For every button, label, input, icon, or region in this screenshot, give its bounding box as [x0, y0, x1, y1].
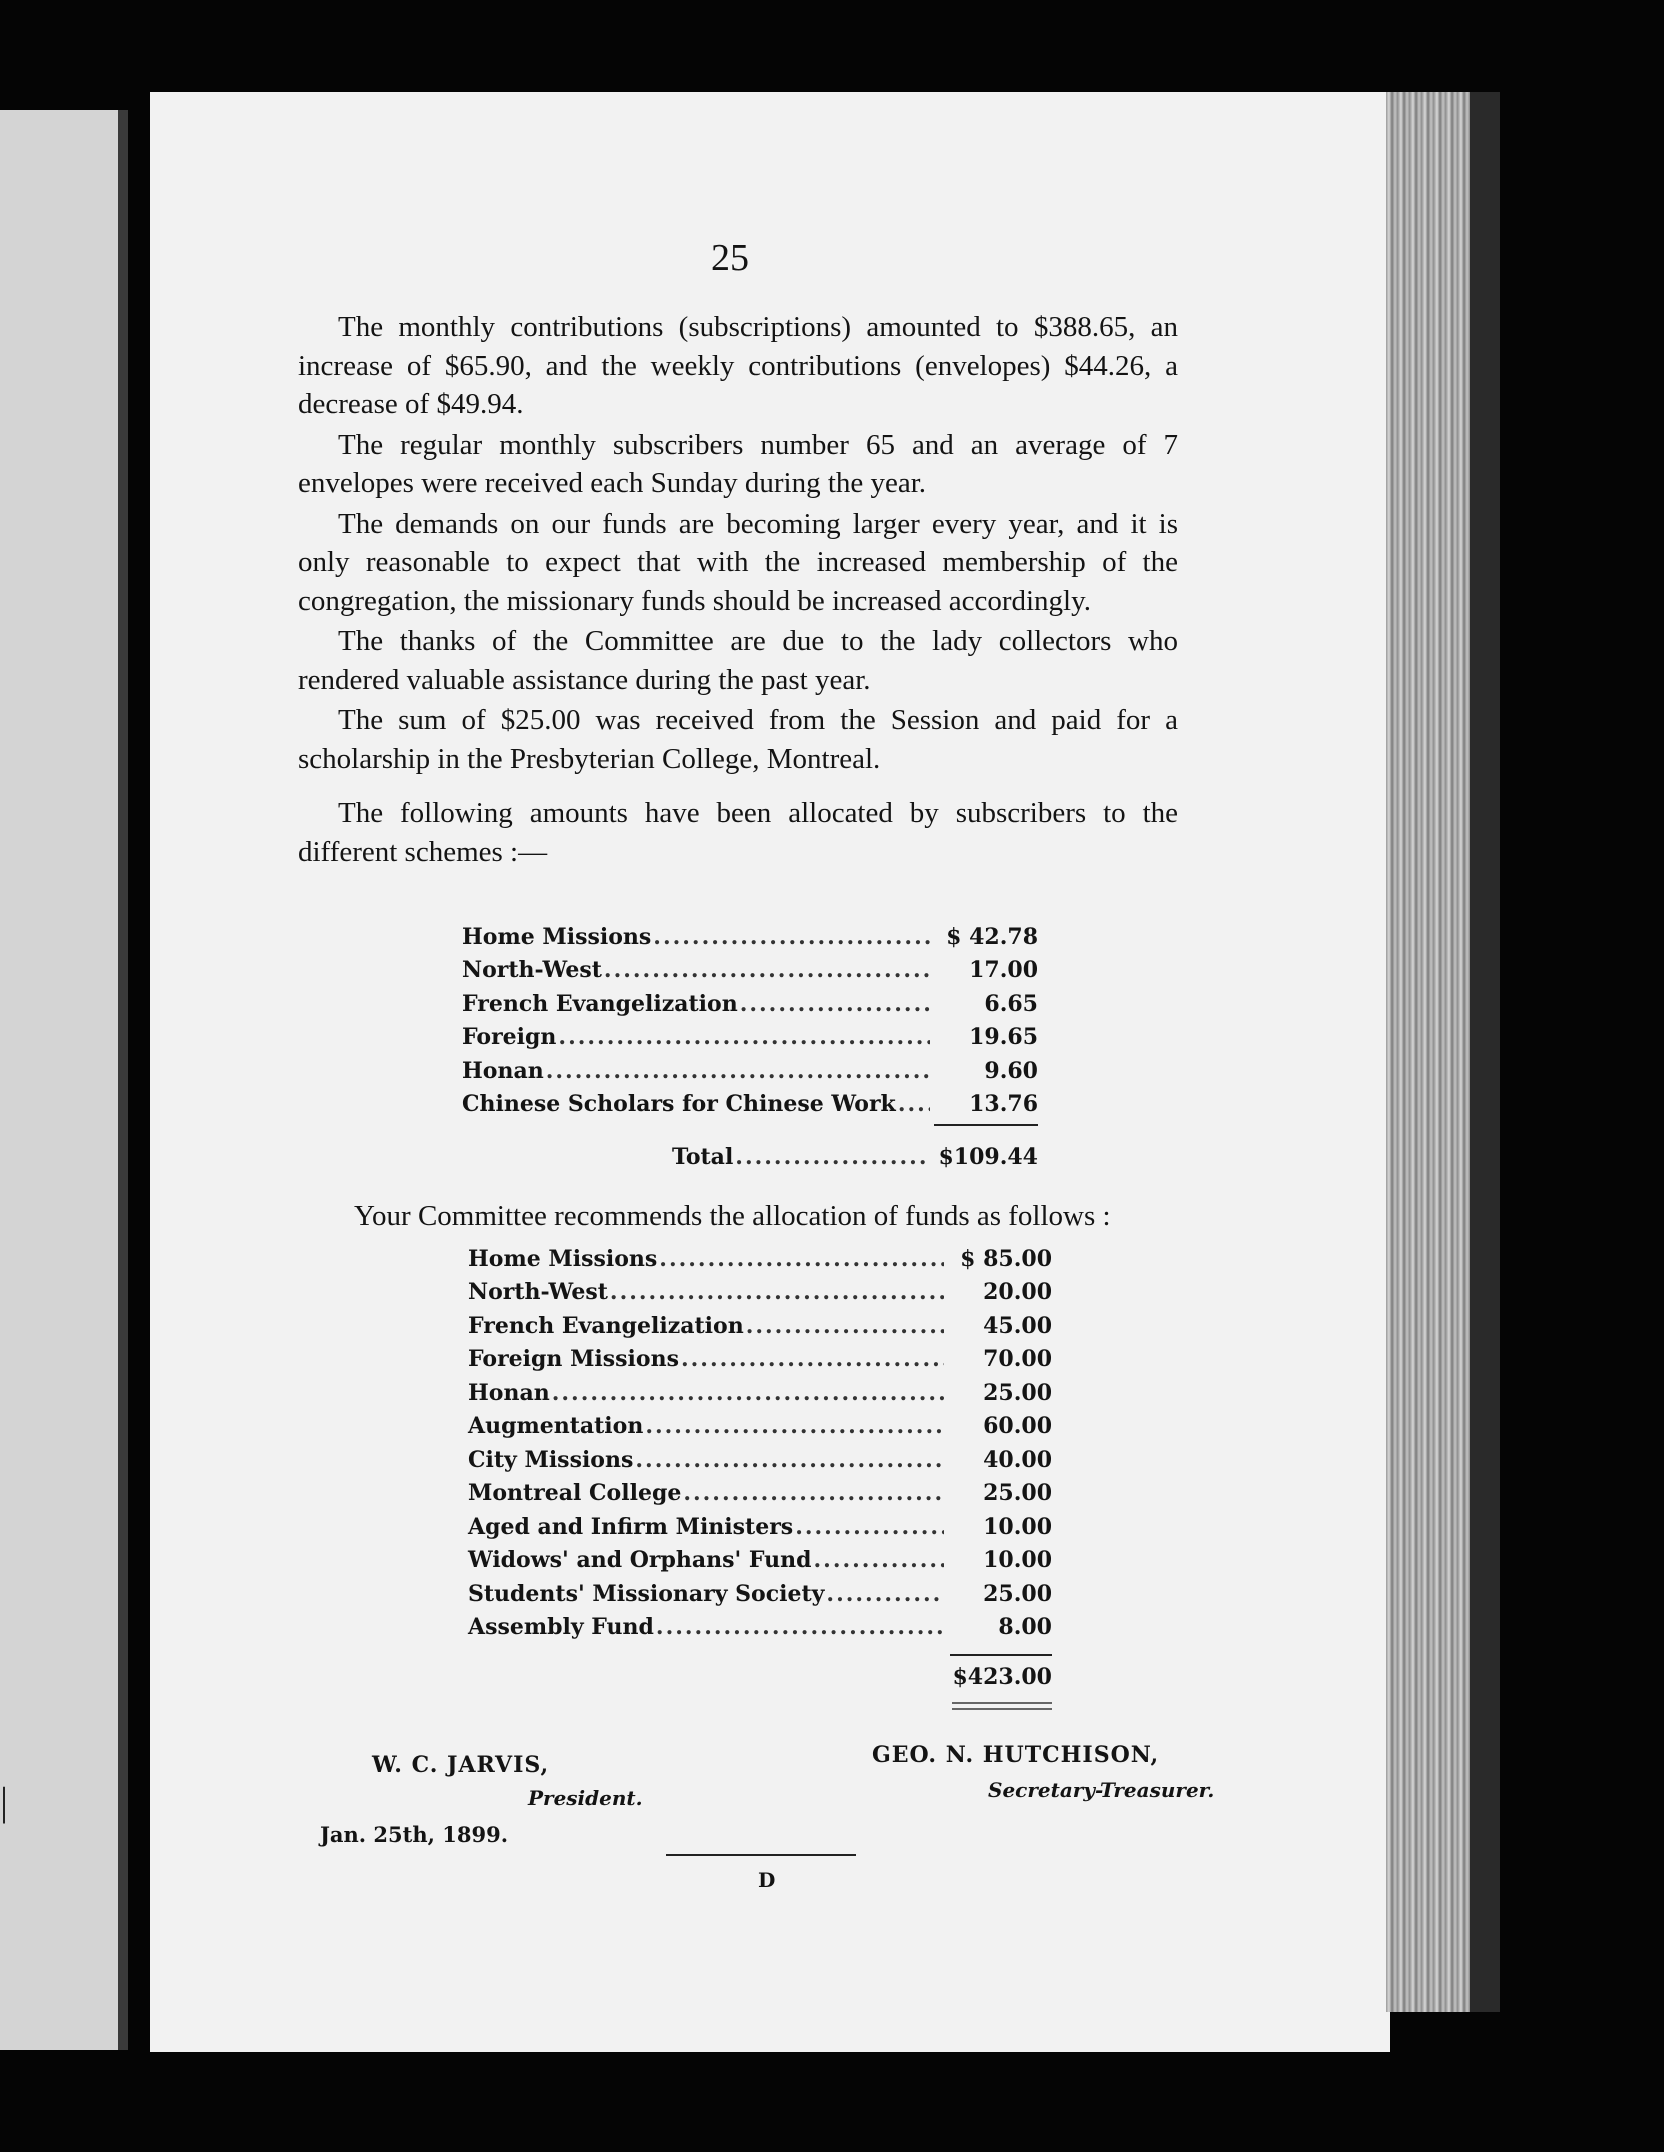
- dot-leader: [746, 1313, 944, 1339]
- list-item: [462, 1054, 1038, 1088]
- dot-leader: [681, 1346, 944, 1372]
- scheme-label: Foreign Missions: [468, 1346, 679, 1373]
- subscriber-allocation-list: [462, 920, 1038, 1121]
- scheme-label: Honan: [462, 1057, 544, 1084]
- scheme-label: Honan: [468, 1379, 550, 1406]
- scheme-label: French Evangelization: [468, 1312, 744, 1339]
- scheme-label: City Missions: [468, 1446, 634, 1473]
- dot-leader: [814, 1547, 944, 1573]
- list-item: [468, 1343, 1052, 1377]
- sum-rule: [950, 1654, 1052, 1656]
- scheme-label: North-West: [462, 957, 602, 984]
- dot-leader: [552, 1380, 944, 1406]
- list-item: [462, 954, 1038, 988]
- list-item: [468, 1611, 1052, 1645]
- dot-leader: [735, 1144, 930, 1170]
- scheme-amount: 9.60: [984, 1057, 1038, 1084]
- list-item: [462, 1021, 1038, 1055]
- scheme-amount: 45.00: [983, 1312, 1052, 1339]
- scheme-amount: $ 85.00: [960, 1245, 1052, 1272]
- dot-leader: [740, 991, 930, 1017]
- sum-rule: [934, 1124, 1038, 1126]
- dot-leader: [610, 1279, 944, 1305]
- margin-mark: |: [0, 1779, 9, 1824]
- scheme-amount: 19.65: [969, 1024, 1038, 1051]
- scheme-label: French Evangelization: [462, 990, 738, 1017]
- scheme-label: North-West: [468, 1279, 608, 1306]
- scheme-amount: 8.00: [998, 1614, 1052, 1641]
- total-line: [672, 1140, 1038, 1174]
- paragraph: The sum of $25.00 was received from the Session and paid for a scholarship in the Presbyterian College, Montreal.: [298, 704, 1178, 775]
- footer-rule: [666, 1854, 856, 1856]
- dot-leader: [558, 1024, 930, 1050]
- dot-leader: [898, 1091, 930, 1117]
- report-text: [298, 308, 1178, 871]
- list-item: [468, 1443, 1052, 1477]
- scheme-amount: 25.00: [983, 1580, 1052, 1607]
- dot-leader: [826, 1581, 944, 1607]
- scheme-label: Students' Missionary Society: [468, 1580, 825, 1607]
- list-item: [462, 920, 1038, 954]
- scheme-label: Montreal College: [468, 1480, 682, 1507]
- list-item: [462, 1088, 1038, 1122]
- scheme-amount: 20.00: [983, 1279, 1052, 1306]
- facing-page-edge: [0, 110, 128, 2050]
- dot-leader: [604, 957, 930, 983]
- scheme-amount: $ 42.78: [946, 923, 1038, 950]
- report-date: Jan. 25th, 1899.: [320, 1822, 509, 1847]
- scheme-amount: 17.00: [969, 957, 1038, 984]
- page-number: 25: [711, 237, 749, 279]
- subscriber-total-row: [672, 1140, 1038, 1174]
- scheme-label: Home Missions: [468, 1245, 658, 1272]
- dot-leader: [653, 924, 930, 950]
- total-amount: $109.44: [938, 1143, 1038, 1170]
- dot-leader: [546, 1058, 930, 1084]
- paragraph: The monthly contributions (subscriptions) amounted to $388.65, an increase of $65.90, and the weekly contributions (envelopes) $44.26, a decrease of $49.94.: [298, 311, 1178, 420]
- scheme-amount: 70.00: [983, 1346, 1052, 1373]
- scheme-label: Chinese Scholars for Chinese Work: [462, 1091, 896, 1118]
- paragraph: The following amounts have been allocated by subscribers to the different schemes :—: [298, 797, 1178, 868]
- paragraph: The regular monthly subscribers number 65 and an average of 7 envelopes were received each Sunday during the year.: [298, 428, 1178, 499]
- list-item: [468, 1544, 1052, 1578]
- list-item: [468, 1410, 1052, 1444]
- president-name: W. C. JARVIS,: [372, 1752, 550, 1778]
- signature-mark: D: [758, 1868, 776, 1892]
- dot-leader: [635, 1447, 944, 1473]
- scheme-amount: 10.00: [983, 1513, 1052, 1540]
- president-title: President.: [528, 1786, 643, 1810]
- scheme-amount: 6.65: [984, 990, 1038, 1017]
- double-rule-top: [952, 1702, 1052, 1704]
- scheme-label: Aged and Infirm Ministers: [468, 1513, 794, 1540]
- list-item: [468, 1577, 1052, 1611]
- scheme-amount: 60.00: [983, 1413, 1052, 1440]
- list-item: [468, 1477, 1052, 1511]
- scheme-amount: 25.00: [983, 1480, 1052, 1507]
- recommendation-intro: Your Committee recommends the allocation of funds as follows :: [354, 1200, 1111, 1232]
- scheme-label: Home Missions: [462, 923, 652, 950]
- dot-leader: [795, 1514, 944, 1540]
- scheme-amount: 10.00: [983, 1547, 1052, 1574]
- double-rule-bottom: [952, 1708, 1052, 1710]
- scheme-amount: 40.00: [983, 1446, 1052, 1473]
- scheme-label: Foreign: [462, 1024, 557, 1051]
- paragraph: The demands on our funds are becoming larger every year, and it is only reasonable to expect that with the increased membership of the congregation, the missionary funds should be increased accordingly.: [298, 507, 1178, 617]
- list-item: [468, 1376, 1052, 1410]
- dot-leader: [645, 1413, 944, 1439]
- scheme-label: Assembly Fund: [468, 1614, 654, 1641]
- list-item: [468, 1276, 1052, 1310]
- list-item: [468, 1309, 1052, 1343]
- scheme-label: Augmentation: [468, 1413, 644, 1440]
- scheme-amount: 13.76: [969, 1091, 1038, 1118]
- recommended-total: $423.00: [952, 1664, 1052, 1690]
- dot-leader: [683, 1480, 944, 1506]
- total-label: Total: [672, 1143, 734, 1170]
- dot-leader: [659, 1246, 944, 1272]
- dot-leader: [656, 1614, 944, 1640]
- scheme-amount: 25.00: [983, 1379, 1052, 1406]
- list-item: [468, 1242, 1052, 1276]
- list-item: [462, 987, 1038, 1021]
- book-gutter: [118, 110, 128, 2050]
- scheme-label: Widows' and Orphans' Fund: [468, 1547, 812, 1574]
- paragraph: The thanks of the Committee are due to the lady collectors who rendered valuable assistance during the past year.: [298, 625, 1178, 696]
- recommended-allocation-list: [468, 1242, 1052, 1644]
- secretary-name: GEO. N. HUTCHISON,: [872, 1742, 1160, 1768]
- list-item: [468, 1510, 1052, 1544]
- secretary-title: Secretary-Treasurer.: [988, 1778, 1215, 1802]
- page-edges-shadow: [1470, 92, 1500, 2012]
